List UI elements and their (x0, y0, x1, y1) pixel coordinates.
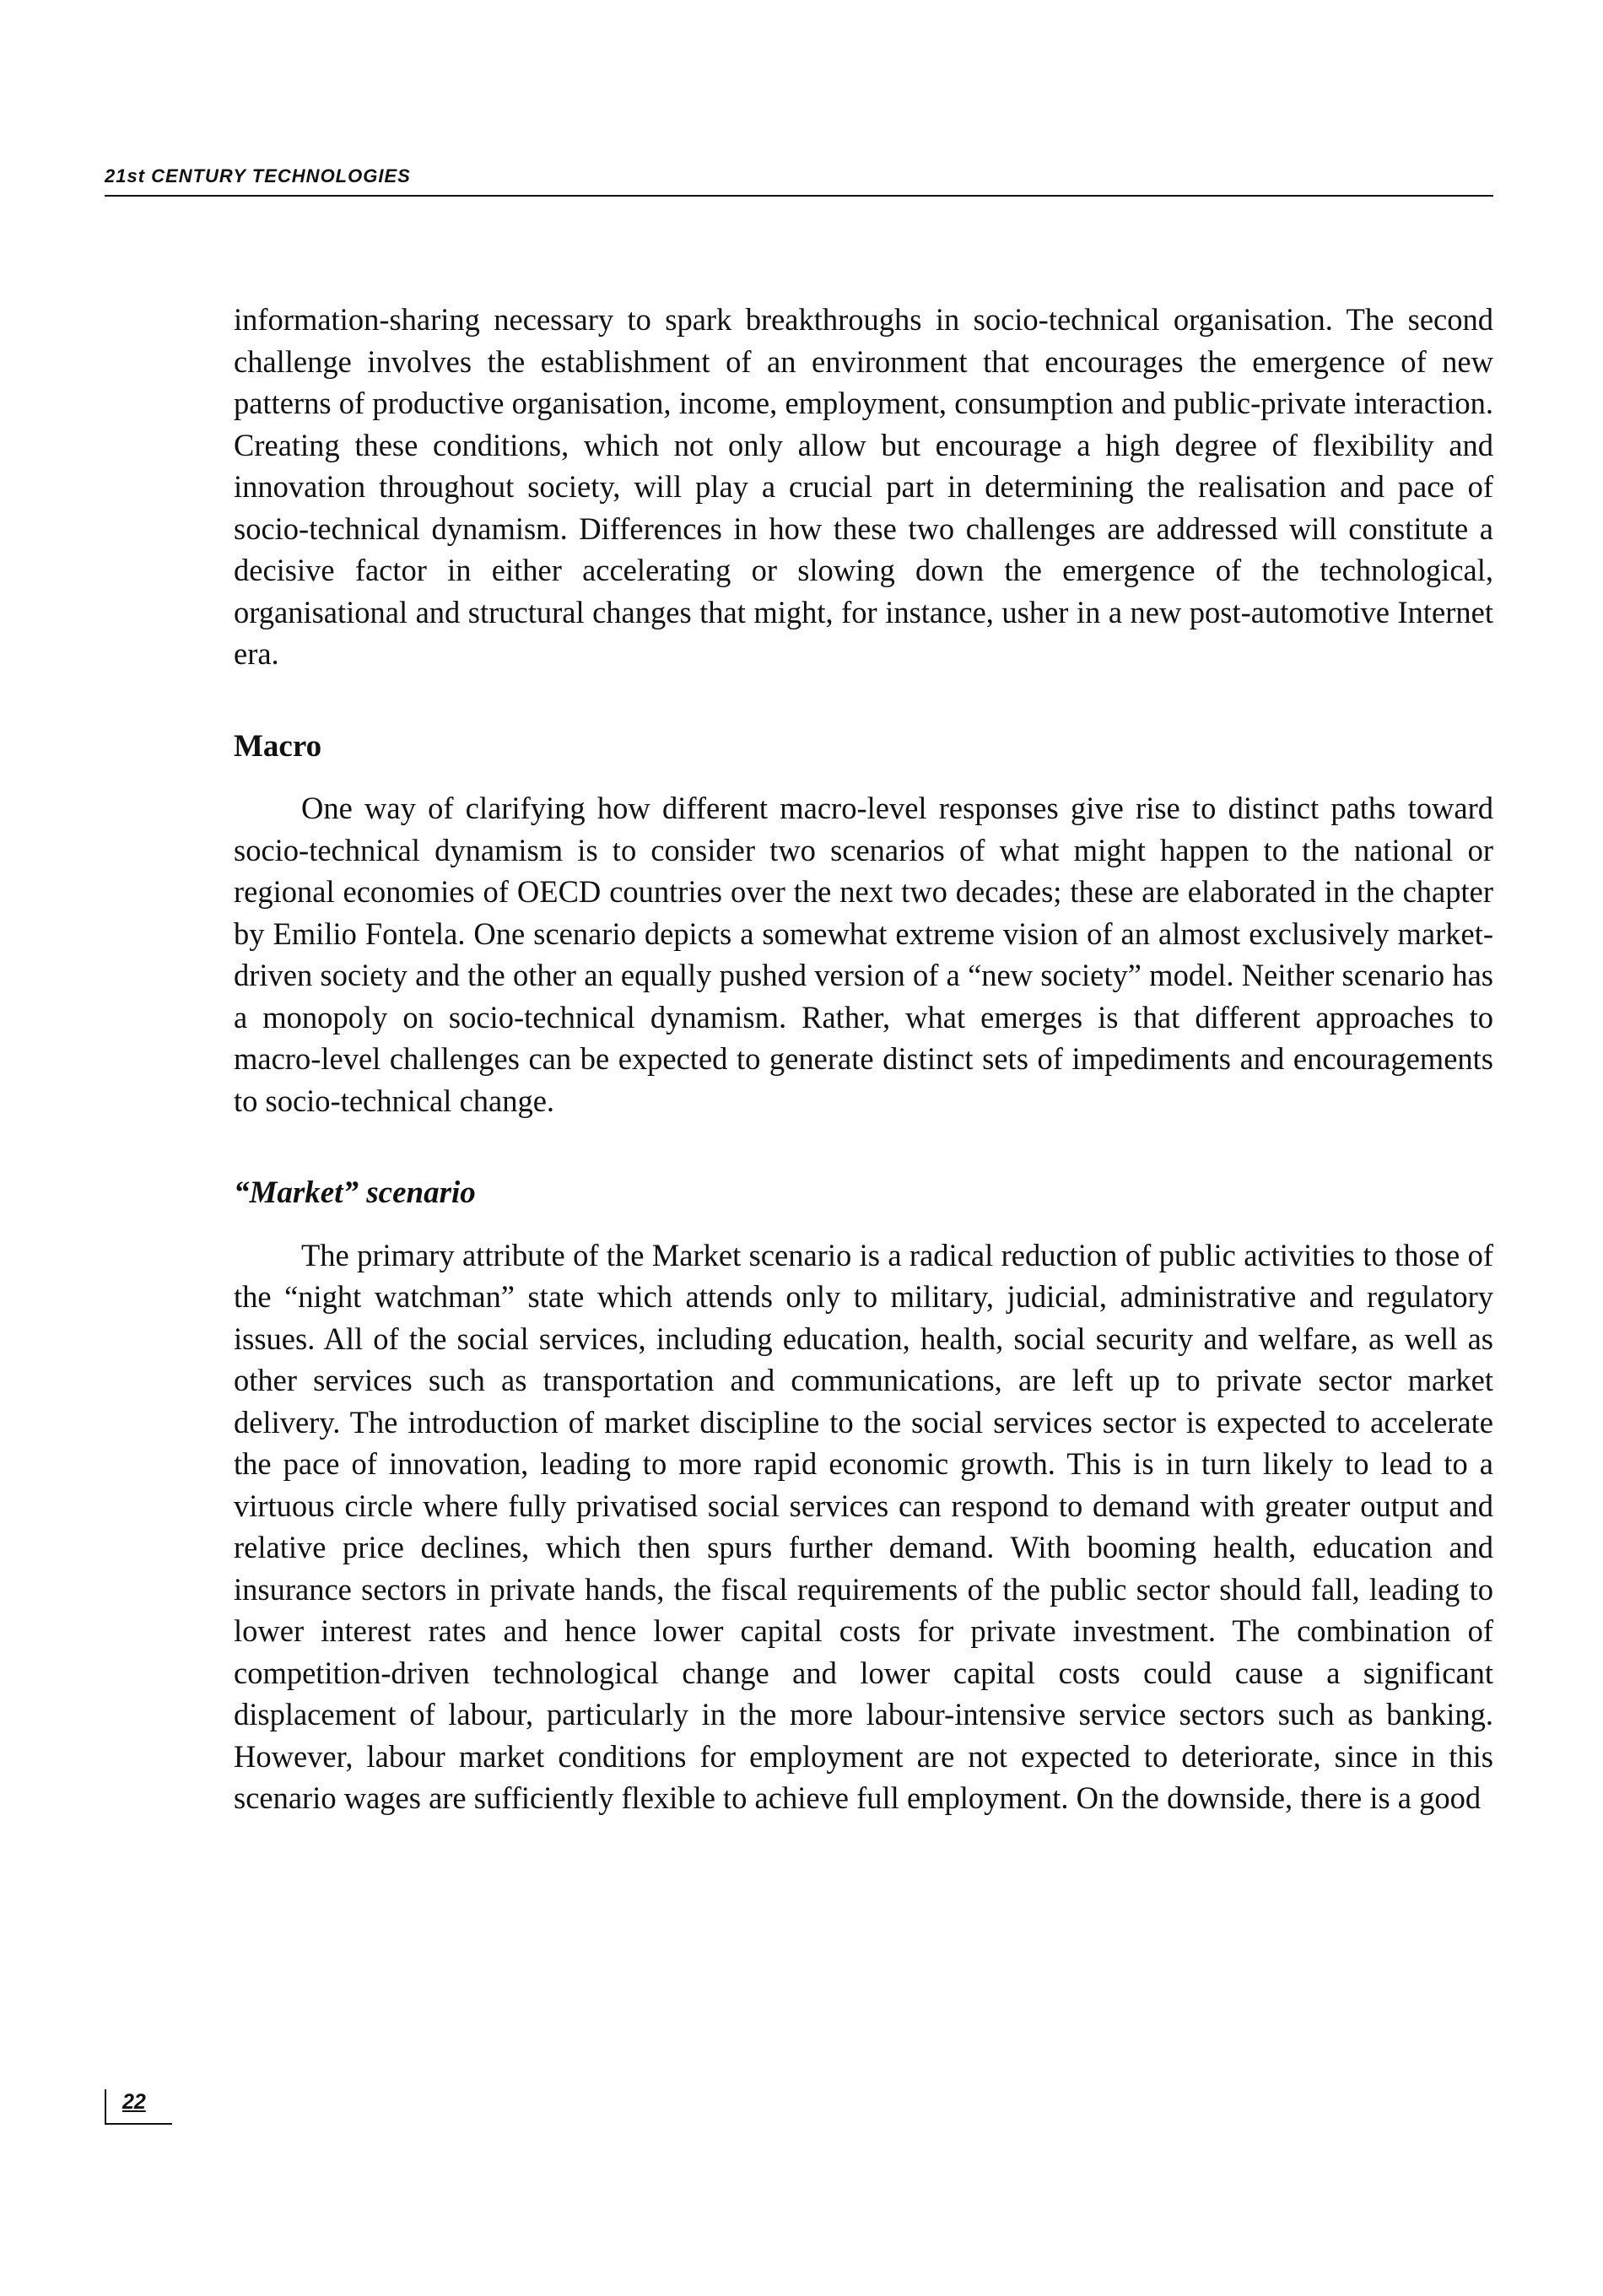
page-number: 22 (122, 2090, 146, 2114)
header-rule (105, 195, 1493, 197)
body-paragraph-2: One way of clarifying how different macro-level responses give rise to distinct paths toward socio-technical dynamism is to consider two scenarios of what might happen to the national or regional economies of OECD countries over the next two decades; these are elaborated in the chapter by Emilio Fontela. One scenario depicts a somewhat extreme vision of an almost exclusively market-driven society and the other an equally pushed version of a “new society” model. Neither scenario has a monopoly on socio-technical dynamism. Rather, what emerges is that different approaches to macro-level challenges can be expected to generate distinct sets of impediments and encouragements to socio-technical change. (234, 791, 1493, 1118)
running-header: 21st CENTURY TECHNOLOGIES (105, 165, 411, 186)
spacer (234, 767, 1493, 787)
subsection-heading-market-scenario: “Market” scenario (234, 1175, 476, 1210)
page-body (234, 299, 1493, 1819)
spacer (234, 1121, 1493, 1172)
body-paragraph-3: The primary attribute of the Market scenario is a radical reduction of public activities to those of the “night watchman” state which attends only to military, judicial, administrative and regulatory issues. All of the social services, including education, health, social security and welfare, as well as other services such as transportation and communications, are left up to private sector market delivery. The introduction of market discipline to the social services sector is expected to accelerate the pace of innovation, leading to more rapid economic growth. This is in turn likely to lead to a virtuous circle where fully privatised social services can respond to demand with greater output and relative price declines, which then spurs further demand. With booming health, education and insurance sectors in private hands, the fiscal requirements of the public sector should fall, leading to lower interest rates and hence lower capital costs for private investment. The combination of competition-driven technological change and lower capital costs could cause a significant displacement of labour, particularly in the more labour-intensive service sectors such as banking. However, labour market conditions for employment are not expected to deteriorate, since in this scenario wages are sufficiently flexible to achieve full employment. On the downside, there is a good (234, 1237, 1493, 1815)
body-paragraph-1: information-sharing necessary to spark breakthroughs in socio-technical organisation. The second challenge involves the establishment of an environment that encourages the emergence of new patterns of productive organisation, income, employment, consumption and public-private interaction. Creating these conditions, which not only allow but encourage a high degree of flexibility and innovation throughout society, will play a crucial part in determining the realisation and pace of socio-technical dynamism. Differences in how these two challenges are addressed will constitute a decisive factor in either accelerating or slowing down the emergence of the technological, organisational and structural changes that might, for instance, usher in a new post-automotive Internet era. (234, 302, 1493, 671)
spacer (234, 675, 1493, 726)
spacer (234, 1214, 1493, 1234)
section-heading-macro: Macro (234, 728, 322, 764)
